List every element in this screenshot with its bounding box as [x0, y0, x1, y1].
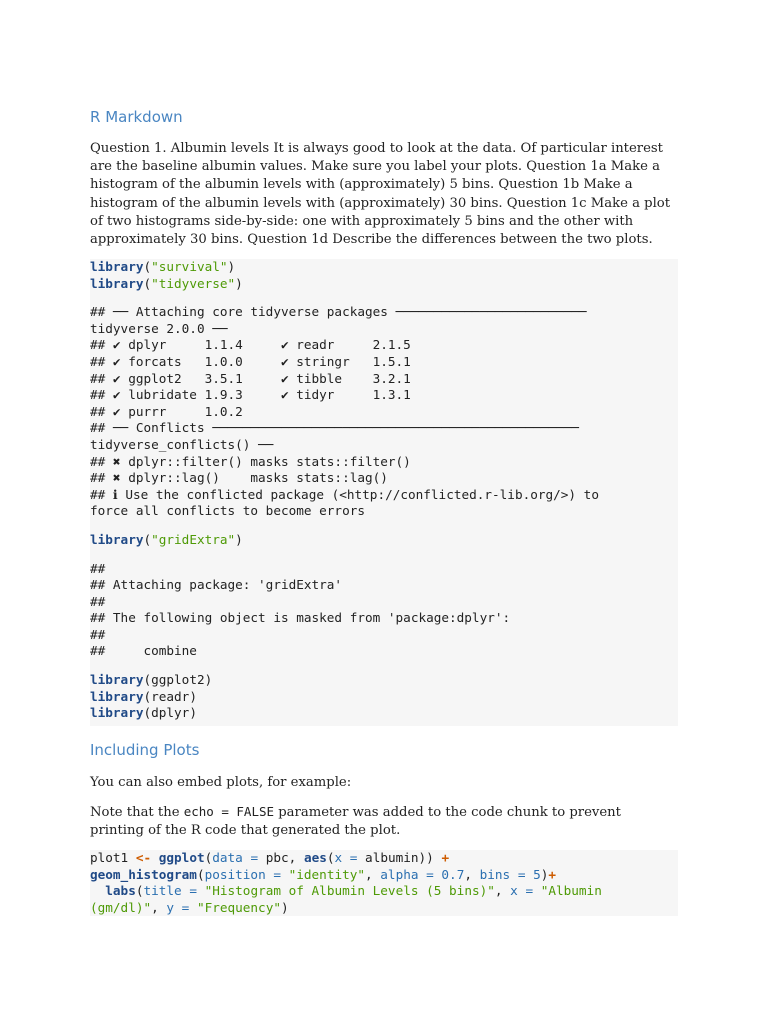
- inline-code-echo: echo = FALSE: [183, 804, 275, 819]
- heading-including-plots: Including Plots: [90, 741, 200, 759]
- code-line-library-survival: library("survival"): [90, 259, 236, 274]
- code-block-plot: [90, 850, 678, 916]
- heading-r-markdown: R Markdown: [90, 108, 183, 126]
- question-paragraph: Question 1. Albumin levels It is always good to look at the data. Of particular interest are the baseline albumin values. Make sure you label your plots. Question 1a Make a histogram of the albumin levels with (approximately) 5 bins. Question 1b Make a histogram of the albumin levels with (approximately) 30 bins. Question 1c Make a plot of two histograms side-by-side: one with approximately 5 bins and the other with approximately 30 bins. Question 1d Describe the differences between the two plots.: [90, 141, 671, 248]
- code-line-library-ggplot2: library(ggplot2): [90, 672, 213, 688]
- code-line-labs: labs(title = "Histogram of Albumin Levels (5 bins)", x = "Albumin: [105, 883, 602, 899]
- code-line-geom-histogram: geom_histogram(position = "identity", alpha = 0.7, bins = 5)+: [90, 866, 557, 882]
- code-line-library-gridextra: library("gridExtra"): [90, 531, 243, 547]
- embed-plots-paragraph: You can also embed plots, for example:: [90, 775, 352, 790]
- code-block-setup: [90, 259, 678, 726]
- code-line-plot1: plot1 <- ggplot(data = pbc, aes(x = albumin)) +: [90, 850, 450, 865]
- code-line-labs-cont: (gm/dl)", y = "Frequency"): [90, 899, 289, 915]
- tidyverse-output: ## ── Attaching core tidyverse packages ───────────────────────── tidyverse 2.0.0 ── ## ✔ dplyr 1.1.4 ✔ readr 2.1.5 ## ✔ forcats 1.0.0 ✔ stringr 1.5.1 ## ✔ ggplot2 3.5.1 ✔ tibble 3.2.1 ## ✔ lubridate 1.9.3 ✔ tidyr 1.3.1 ## ✔ purrr 1.0.2 ## ── Conflicts ──────────────────────────────────────────────── tidyverse_conflicts() ── ## ✖ dplyr::filter() masks stats::filter() ## ✖ dplyr::lag() masks stats::lag() ## ℹ Use the conflicted package (<http://conflicted.r-lib.org/>) to force all conflicts to become errors: [90, 304, 599, 519]
- code-line-library-readr: library(readr): [90, 688, 197, 704]
- code-line-library-dplyr: library(dplyr): [90, 705, 197, 721]
- gridextra-output: ## ## Attaching package: 'gridExtra' ## ## The following object is masked from 'package:dplyr': ## ## combine: [90, 560, 511, 659]
- echo-note-paragraph: Note that the echo = FALSE parameter was added to the code chunk to prevent printing of the R code that generated the plot.: [90, 804, 621, 839]
- code-line-library-tidyverse: library("tidyverse"): [90, 275, 243, 291]
